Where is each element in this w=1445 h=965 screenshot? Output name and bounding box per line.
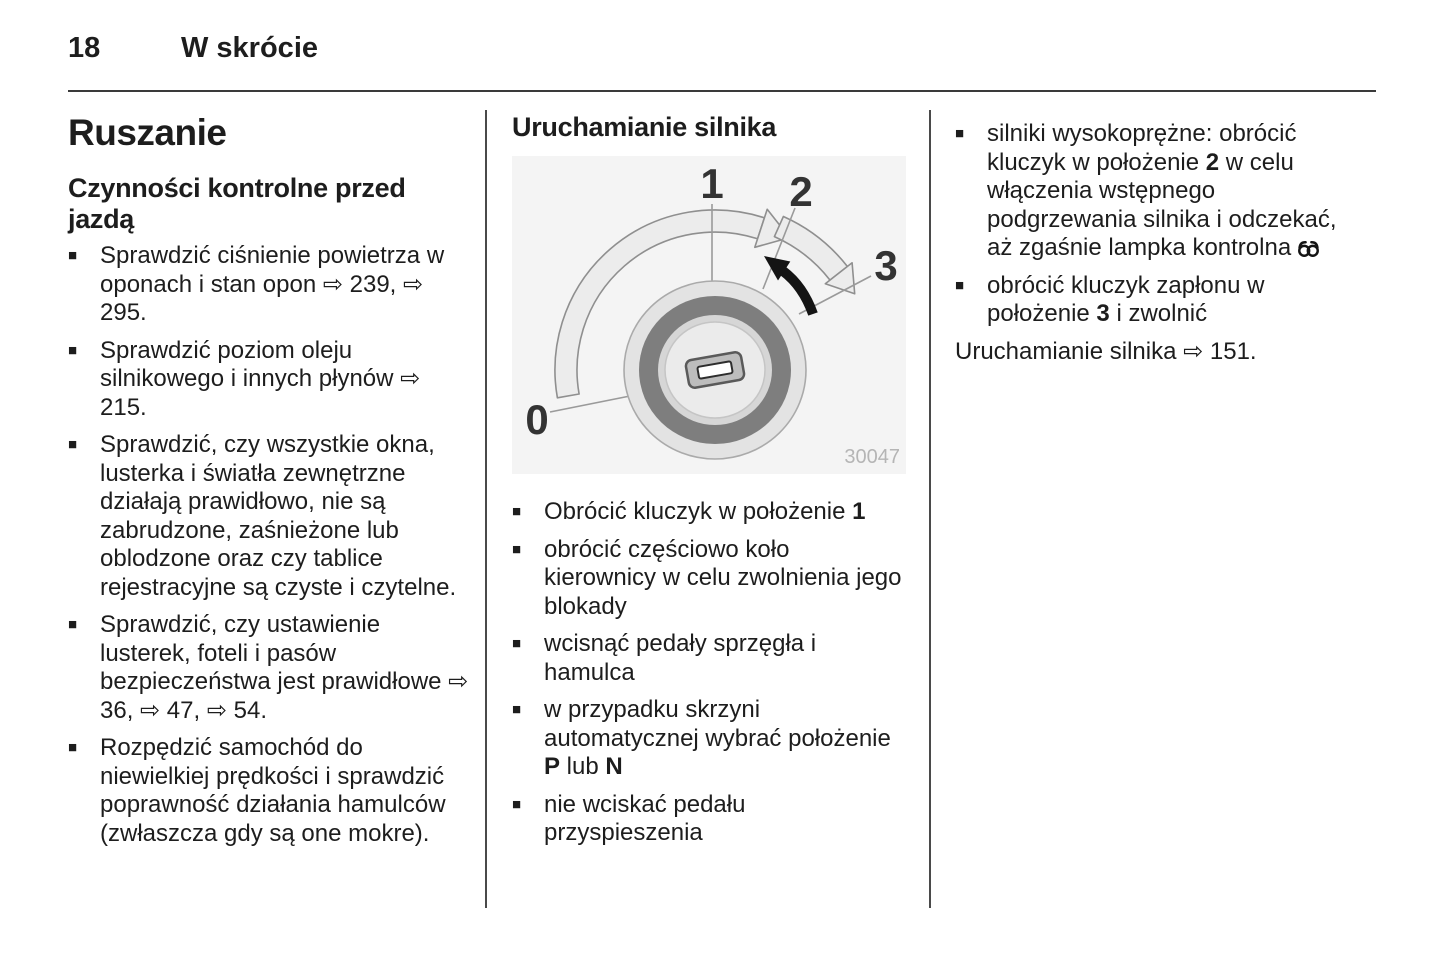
bullet-square-icon: ■ [68, 739, 78, 756]
bullet-text [100, 337, 470, 423]
bullet-text [987, 120, 1355, 263]
ignition-lock-cylinder [624, 281, 806, 459]
bullet-text [544, 696, 908, 782]
bullet-text [100, 242, 470, 328]
emphasis-text: 3 [1096, 300, 1110, 327]
text-segment: Sprawdzić poziom oleju silnikowego i innych płynów ⇨ 215. [100, 336, 421, 421]
list-item [68, 431, 470, 602]
text-segment: Sprawdzić ciśnienie powietrza w oponach i stan opon ⇨ 239, ⇨ 295. [100, 242, 445, 326]
column-uruchamianie-silnika [512, 112, 908, 857]
text-segment: i zwolnić [1109, 300, 1208, 327]
bullet-square-icon: ■ [512, 701, 522, 718]
column-continuation [955, 112, 1355, 390]
bullet-square-icon: ■ [955, 276, 965, 294]
bullet-square-icon: ■ [68, 247, 78, 264]
column-ruszanie [68, 112, 470, 857]
position-label-2: 2 [789, 168, 813, 215]
text-segment: Rozpędzić samochód do niewielkiej prędkości i sprawdzić poprawność działania hamulców (zwłaszcza gdy są one mokre). [100, 734, 446, 847]
bullet-square-icon: ■ [512, 540, 522, 558]
heading-ruszanie: Ruszanie [68, 112, 227, 153]
text-segment: w celu włączenia wstępnego podgrzewania silnika i odczekać, aż zgaśnie lampka kontrolna [987, 148, 1337, 261]
text-segment: silniki wysokoprężne: obrócić kluczyk w położenie [987, 120, 1297, 176]
engine-start-steps-list [512, 498, 908, 848]
bullet-square-icon: ■ [512, 503, 522, 520]
bullet-text [544, 498, 908, 527]
text-segment: Obrócić kluczyk w położenie [544, 498, 853, 525]
list-item [512, 498, 908, 527]
text-segment: obrócić częściowo koło kierownicy w celu zwolnienia jego blokady [544, 535, 902, 620]
list-item [68, 611, 470, 725]
page-number: 18 [68, 32, 101, 64]
header-rule [68, 90, 1376, 92]
list-item [512, 696, 908, 782]
bullet-text [987, 272, 1355, 329]
bullet-text [100, 611, 470, 725]
glow-plug-indicator-icon [1294, 239, 1323, 258]
list-item [68, 734, 470, 848]
position-label-3: 3 [874, 242, 898, 289]
bullet-text [544, 536, 908, 622]
text-segment: obrócić kluczyk zapłonu w położenie [987, 271, 1265, 327]
bullet-square-icon: ■ [68, 436, 78, 453]
bullet-text [544, 791, 908, 848]
bullet-square-icon: ■ [68, 616, 78, 633]
ignition-switch-figure [512, 156, 906, 474]
engine-start-steps-list-continued [955, 120, 1355, 329]
text-segment: wcisnąć pedały sprzęgła i hamulca [544, 630, 817, 686]
list-item [68, 242, 470, 328]
bullet-text [100, 734, 470, 848]
section-title: W skrócie [181, 32, 318, 64]
bullet-square-icon: ■ [512, 795, 522, 813]
list-item [512, 630, 908, 687]
text-segment: nie wciskać pedału przyspieszenia [544, 790, 746, 846]
emphasis-text: N [605, 753, 623, 780]
emphasis-text: 1 [852, 498, 866, 525]
ignition-switch-illustration [512, 156, 906, 474]
text-segment: Sprawdzić, czy wszystkie okna, lusterka i światła zewnętrzne działają prawidłowo, nie są zabrudzone, zaśnieżone lub oblodzone oraz czy tablice rejestracyjne są czyste i czytelne. [100, 431, 457, 601]
text-segment: lub [560, 753, 606, 780]
column-divider-right [929, 110, 931, 908]
list-item [68, 337, 470, 423]
cross-reference: Uruchamianie silnika ⇨ 151. [955, 337, 1257, 365]
figure-id: 30047 [844, 446, 900, 468]
bullet-square-icon: ■ [512, 635, 522, 652]
list-item [955, 120, 1355, 263]
list-item [512, 536, 908, 622]
bullet-square-icon: ■ [955, 125, 965, 142]
text-segment: w przypadku skrzyni automatycznej wybrać położenie [544, 696, 891, 752]
column-divider-left [485, 110, 487, 908]
bullet-text [100, 431, 470, 602]
emphasis-text: 2 [1205, 148, 1220, 176]
pre-drive-checks-list [68, 242, 470, 848]
subheading-czynnosci-kontrolne: Czynności kontrolne przed jazdą [68, 173, 406, 234]
position-label-0: 0 [525, 396, 549, 443]
list-item [512, 791, 908, 848]
heading-uruchamianie-silnika: Uruchamianie silnika [512, 112, 777, 142]
list-item [955, 272, 1355, 329]
text-segment: Sprawdzić, czy ustawienie lusterek, foteli i pasów bezpieczeństwa jest prawidłowe ⇨ 36, ⇨ 47, ⇨ 54. [100, 611, 469, 724]
bullet-square-icon: ■ [68, 341, 78, 359]
position-label-1: 1 [700, 160, 724, 207]
emphasis-text: P [544, 753, 561, 780]
bullet-text [544, 630, 908, 687]
